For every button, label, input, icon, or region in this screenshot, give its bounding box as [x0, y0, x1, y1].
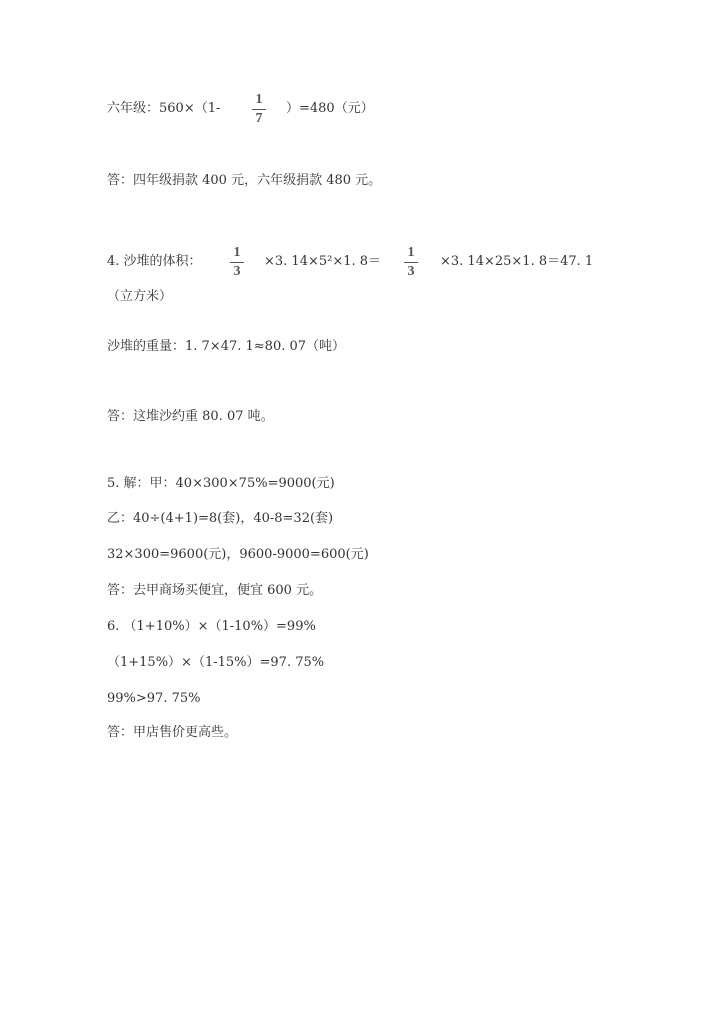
fraction-bar — [404, 262, 418, 263]
sand-volume-suffix: ×3. 14×25×1. 8＝47. 1 — [440, 254, 594, 269]
sand-volume-prefix: 4. 沙堆的体积： — [107, 254, 202, 269]
sand-volume-middle: ×3. 14×5²×1. 8＝ — [264, 254, 382, 269]
sand-volume-unit: （立方米） — [107, 289, 173, 304]
answer-q6: 答：甲店售价更高些。 — [107, 725, 238, 740]
answer-q5: 答：去甲商场买便宜，便宜 600 元。 — [107, 583, 323, 598]
fraction-numerator: 1 — [255, 92, 263, 107]
fraction-denominator: 3 — [407, 264, 415, 279]
q6-compare-line: 99%>97. 75% — [107, 691, 201, 706]
q6-b-line: （1+15%）×（1-15%）=97. 75% — [107, 655, 325, 670]
sixth-grade-line — [107, 100, 220, 118]
fraction-denominator: 7 — [255, 111, 263, 126]
q5-calc-line: 32×300=9600(元)，9600-9000=600(元) — [107, 547, 369, 562]
sixth-grade-suffix: ）=480（元） — [286, 101, 374, 116]
q6-a-line: 6. （1+10%）×（1-10%）=99% — [107, 619, 316, 634]
answer-sand: 答：这堆沙约重 80. 07 吨。 — [107, 409, 274, 424]
fraction-one-third-b — [404, 245, 418, 280]
answer-donations: 答：四年级捐款 400 元，六年级捐款 480 元。 — [107, 173, 382, 188]
fraction-bar — [230, 262, 244, 263]
fraction-numerator: 1 — [407, 245, 415, 260]
fraction-denominator: 3 — [233, 264, 241, 279]
fraction-one-third-a — [230, 245, 244, 280]
fraction-one-seventh — [252, 92, 266, 127]
sand-weight-line: 沙堆的重量：1. 7×47. 1≈80. 07（吨） — [107, 339, 346, 354]
fraction-numerator: 1 — [233, 245, 241, 260]
q5-yi-line: 乙：40÷(4+1)=8(套)，40-8=32(套) — [107, 511, 334, 526]
sixth-grade-prefix: 六年级：560×（1- — [107, 101, 221, 116]
q5-jia-line: 5. 解：甲：40×300×75%=9000(元) — [107, 476, 335, 491]
fraction-bar — [252, 109, 266, 110]
